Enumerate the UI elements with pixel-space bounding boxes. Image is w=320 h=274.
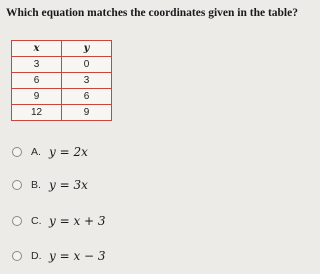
table-cell-y: 9 [62,105,112,121]
option-letter: C. [31,215,42,227]
option-equation: y = 2x [49,145,88,159]
table-cell-x: 12 [12,105,62,121]
column-header-y: y [62,41,112,57]
table-cell-x: 9 [12,89,62,105]
answer-option-a[interactable] [12,143,88,161]
column-header-x: x [12,41,62,57]
table-cell-x: 6 [12,73,62,89]
option-letter: B. [31,179,41,191]
option-letter: D. [31,250,42,262]
table-row [12,89,112,105]
question-text: Which equation matches the coordinates given in the table? [6,7,298,19]
table-row [12,57,112,73]
radio-button-icon[interactable] [12,216,22,226]
table-cell-y: 0 [62,57,112,73]
radio-button-icon[interactable] [12,147,22,157]
radio-button-icon[interactable] [12,180,22,190]
option-equation: y = 3x [49,178,88,192]
table-row [12,105,112,121]
table-cell-y: 6 [62,89,112,105]
answer-option-b[interactable] [12,176,88,194]
answer-option-c[interactable] [12,212,106,230]
coordinates-table [11,40,112,121]
answer-option-d[interactable] [12,247,106,265]
table-header-row [12,41,112,57]
option-equation: y = x + 3 [49,214,106,228]
table-cell-y: 3 [62,73,112,89]
table-cell-x: 3 [12,57,62,73]
option-letter: A. [31,146,41,158]
radio-button-icon[interactable] [12,251,22,261]
option-equation: y = x − 3 [49,249,106,263]
table-row [12,73,112,89]
